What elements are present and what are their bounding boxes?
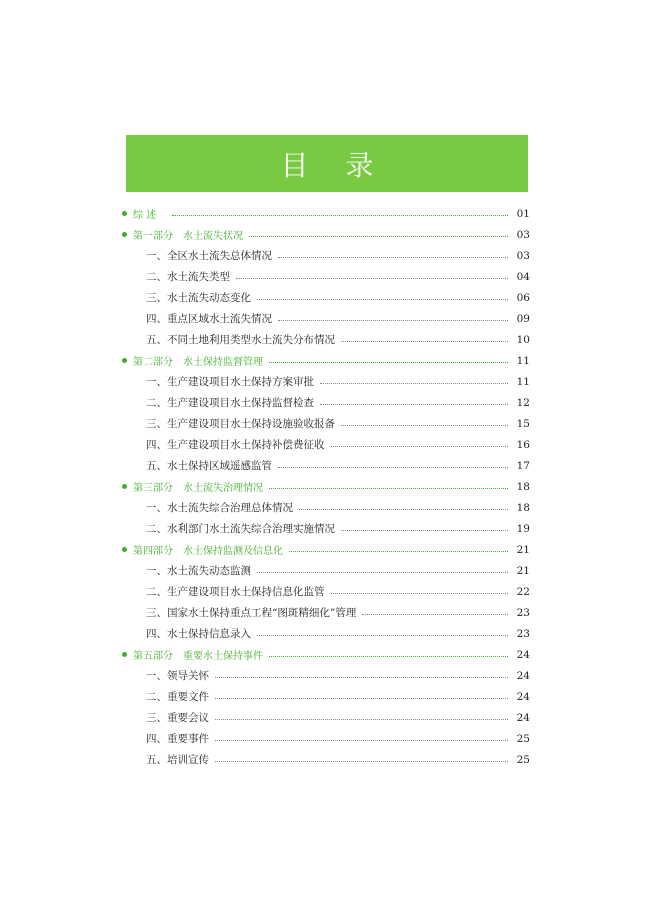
toc-item-entry[interactable]	[122, 371, 530, 392]
page-number: 16	[516, 438, 530, 451]
dot-leader	[341, 340, 508, 342]
item-title: 一、水土流失动态监测	[146, 565, 251, 577]
dot-leader	[269, 655, 508, 657]
dot-leader	[215, 718, 508, 720]
toc-item-entry[interactable]	[122, 707, 530, 728]
section-title: 水土保持监督管理	[183, 357, 263, 368]
toc-item-entry[interactable]	[122, 602, 530, 623]
item-title: 二、重要文件	[146, 691, 209, 703]
toc-item-entry[interactable]	[122, 497, 530, 518]
item-title: 一、领导关怀	[146, 670, 209, 682]
page-number: 18	[516, 480, 530, 493]
toc-item-entry[interactable]	[122, 245, 530, 266]
item-title: 一、生产建设项目水土保持方案审批	[146, 376, 314, 388]
item-title: 五、培训宣传	[146, 754, 209, 766]
toc-section-entry[interactable]	[122, 539, 530, 560]
item-title: 五、不同土地利用类型水土流失分布情况	[146, 334, 335, 346]
page-number: 17	[516, 459, 530, 472]
dot-leader	[320, 403, 508, 405]
dot-leader	[341, 529, 508, 531]
item-title: 三、生产建设项目水土保持设施验收报备	[146, 418, 335, 430]
dot-leader	[320, 382, 508, 384]
dot-leader	[269, 487, 508, 489]
toc-item-entry[interactable]	[122, 623, 530, 644]
page-number: 12	[516, 396, 530, 409]
table-of-contents	[122, 203, 530, 770]
section-number: 第五部分	[133, 651, 173, 662]
page-number: 21	[516, 543, 530, 556]
page-title: 目 录	[280, 148, 388, 182]
dot-leader	[215, 676, 508, 678]
page-number: 03	[516, 249, 530, 262]
dot-leader	[278, 256, 508, 258]
dot-leader	[215, 739, 508, 741]
toc-section-entry[interactable]	[122, 224, 530, 245]
toc-item-entry[interactable]	[122, 434, 530, 455]
item-title: 三、水土流失动态变化	[146, 292, 251, 304]
page-number: 11	[516, 375, 530, 388]
toc-item-entry[interactable]	[122, 665, 530, 686]
section-number: 第四部分	[133, 546, 173, 557]
dot-leader	[331, 592, 509, 594]
toc-item-entry[interactable]	[122, 392, 530, 413]
page-number: 23	[516, 606, 530, 619]
dot-leader	[215, 760, 508, 762]
toc-item-entry[interactable]	[122, 413, 530, 434]
page-number: 22	[516, 585, 530, 598]
item-title: 四、生产建设项目水土保持补偿费征收	[146, 439, 325, 451]
page-number: 23	[516, 627, 530, 640]
section-title: 水土保持监测及信息化	[183, 546, 283, 557]
toc-item-entry[interactable]	[122, 287, 530, 308]
toc-banner	[126, 135, 528, 192]
dot-leader	[257, 298, 508, 300]
page-number: 04	[516, 270, 530, 283]
dot-leader	[172, 214, 508, 216]
item-title: 一、水土流失综合治理总体情况	[146, 502, 293, 514]
toc-section-entry[interactable]	[122, 203, 530, 224]
section-title: 水土流失治理情况	[183, 483, 263, 494]
bullet-icon	[122, 652, 127, 657]
toc-item-entry[interactable]	[122, 308, 530, 329]
item-title: 三、国家水土保持重点工程“图斑精细化”管理	[146, 607, 357, 619]
toc-section-entry[interactable]	[122, 350, 530, 371]
dot-leader	[215, 697, 508, 699]
page-number: 25	[516, 732, 530, 745]
item-title: 二、生产建设项目水土保持信息化监管	[146, 586, 325, 598]
page-number: 24	[516, 690, 530, 703]
page-number: 24	[516, 669, 530, 682]
bullet-icon	[122, 358, 127, 363]
item-title: 二、生产建设项目水土保持监督检查	[146, 397, 314, 409]
section-title: 水土流失状况	[183, 231, 243, 242]
toc-item-entry[interactable]	[122, 560, 530, 581]
toc-section-entry[interactable]	[122, 644, 530, 665]
section-number: 第二部分	[133, 357, 173, 368]
page-number: 25	[516, 753, 530, 766]
item-title: 四、水土保持信息录入	[146, 628, 251, 640]
item-title: 一、全区水土流失总体情况	[146, 250, 272, 262]
page-number: 06	[516, 291, 530, 304]
item-title: 四、重要事件	[146, 733, 209, 745]
dot-leader	[278, 466, 508, 468]
toc-item-entry[interactable]	[122, 455, 530, 476]
bullet-icon	[122, 547, 127, 552]
section-number: 第三部分	[133, 483, 173, 494]
item-title: 二、水土流失类型	[146, 271, 230, 283]
item-title: 四、重点区域水土流失情况	[146, 313, 272, 325]
page-number: 09	[516, 312, 530, 325]
dot-leader	[249, 235, 508, 237]
bullet-icon	[122, 484, 127, 489]
toc-item-entry[interactable]	[122, 581, 530, 602]
item-title: 五、水土保持区域遥感监管	[146, 460, 272, 472]
page-number: 10	[516, 333, 530, 346]
dot-leader	[269, 361, 508, 363]
dot-leader	[236, 277, 508, 279]
dot-leader	[362, 613, 508, 615]
page-number: 24	[516, 648, 530, 661]
toc-section-entry[interactable]	[122, 476, 530, 497]
dot-leader	[299, 508, 508, 510]
page-number: 01	[516, 207, 530, 220]
dot-leader	[331, 445, 509, 447]
page-number: 15	[516, 417, 530, 430]
dot-leader	[289, 550, 508, 552]
dot-leader	[278, 319, 508, 321]
item-title: 二、水利部门水土流失综合治理实施情况	[146, 523, 335, 535]
toc-item-entry[interactable]	[122, 518, 530, 539]
bullet-icon	[122, 232, 127, 237]
page-number: 24	[516, 711, 530, 724]
dot-leader	[341, 424, 508, 426]
bullet-icon	[122, 211, 127, 216]
toc-item-entry[interactable]	[122, 728, 530, 749]
dot-leader	[257, 571, 508, 573]
section-number: 第一部分	[133, 231, 173, 242]
toc-item-entry[interactable]	[122, 266, 530, 287]
toc-item-entry[interactable]	[122, 749, 530, 770]
section-number: 综 述	[133, 210, 157, 221]
page-number: 03	[516, 228, 530, 241]
page-number: 18	[516, 501, 530, 514]
toc-item-entry[interactable]	[122, 686, 530, 707]
item-title: 三、重要会议	[146, 712, 209, 724]
toc-item-entry[interactable]	[122, 329, 530, 350]
section-title: 重要水土保持事件	[183, 651, 263, 662]
page-number: 21	[516, 564, 530, 577]
page-number: 19	[516, 522, 530, 535]
page-number: 11	[516, 354, 530, 367]
dot-leader	[257, 634, 508, 636]
